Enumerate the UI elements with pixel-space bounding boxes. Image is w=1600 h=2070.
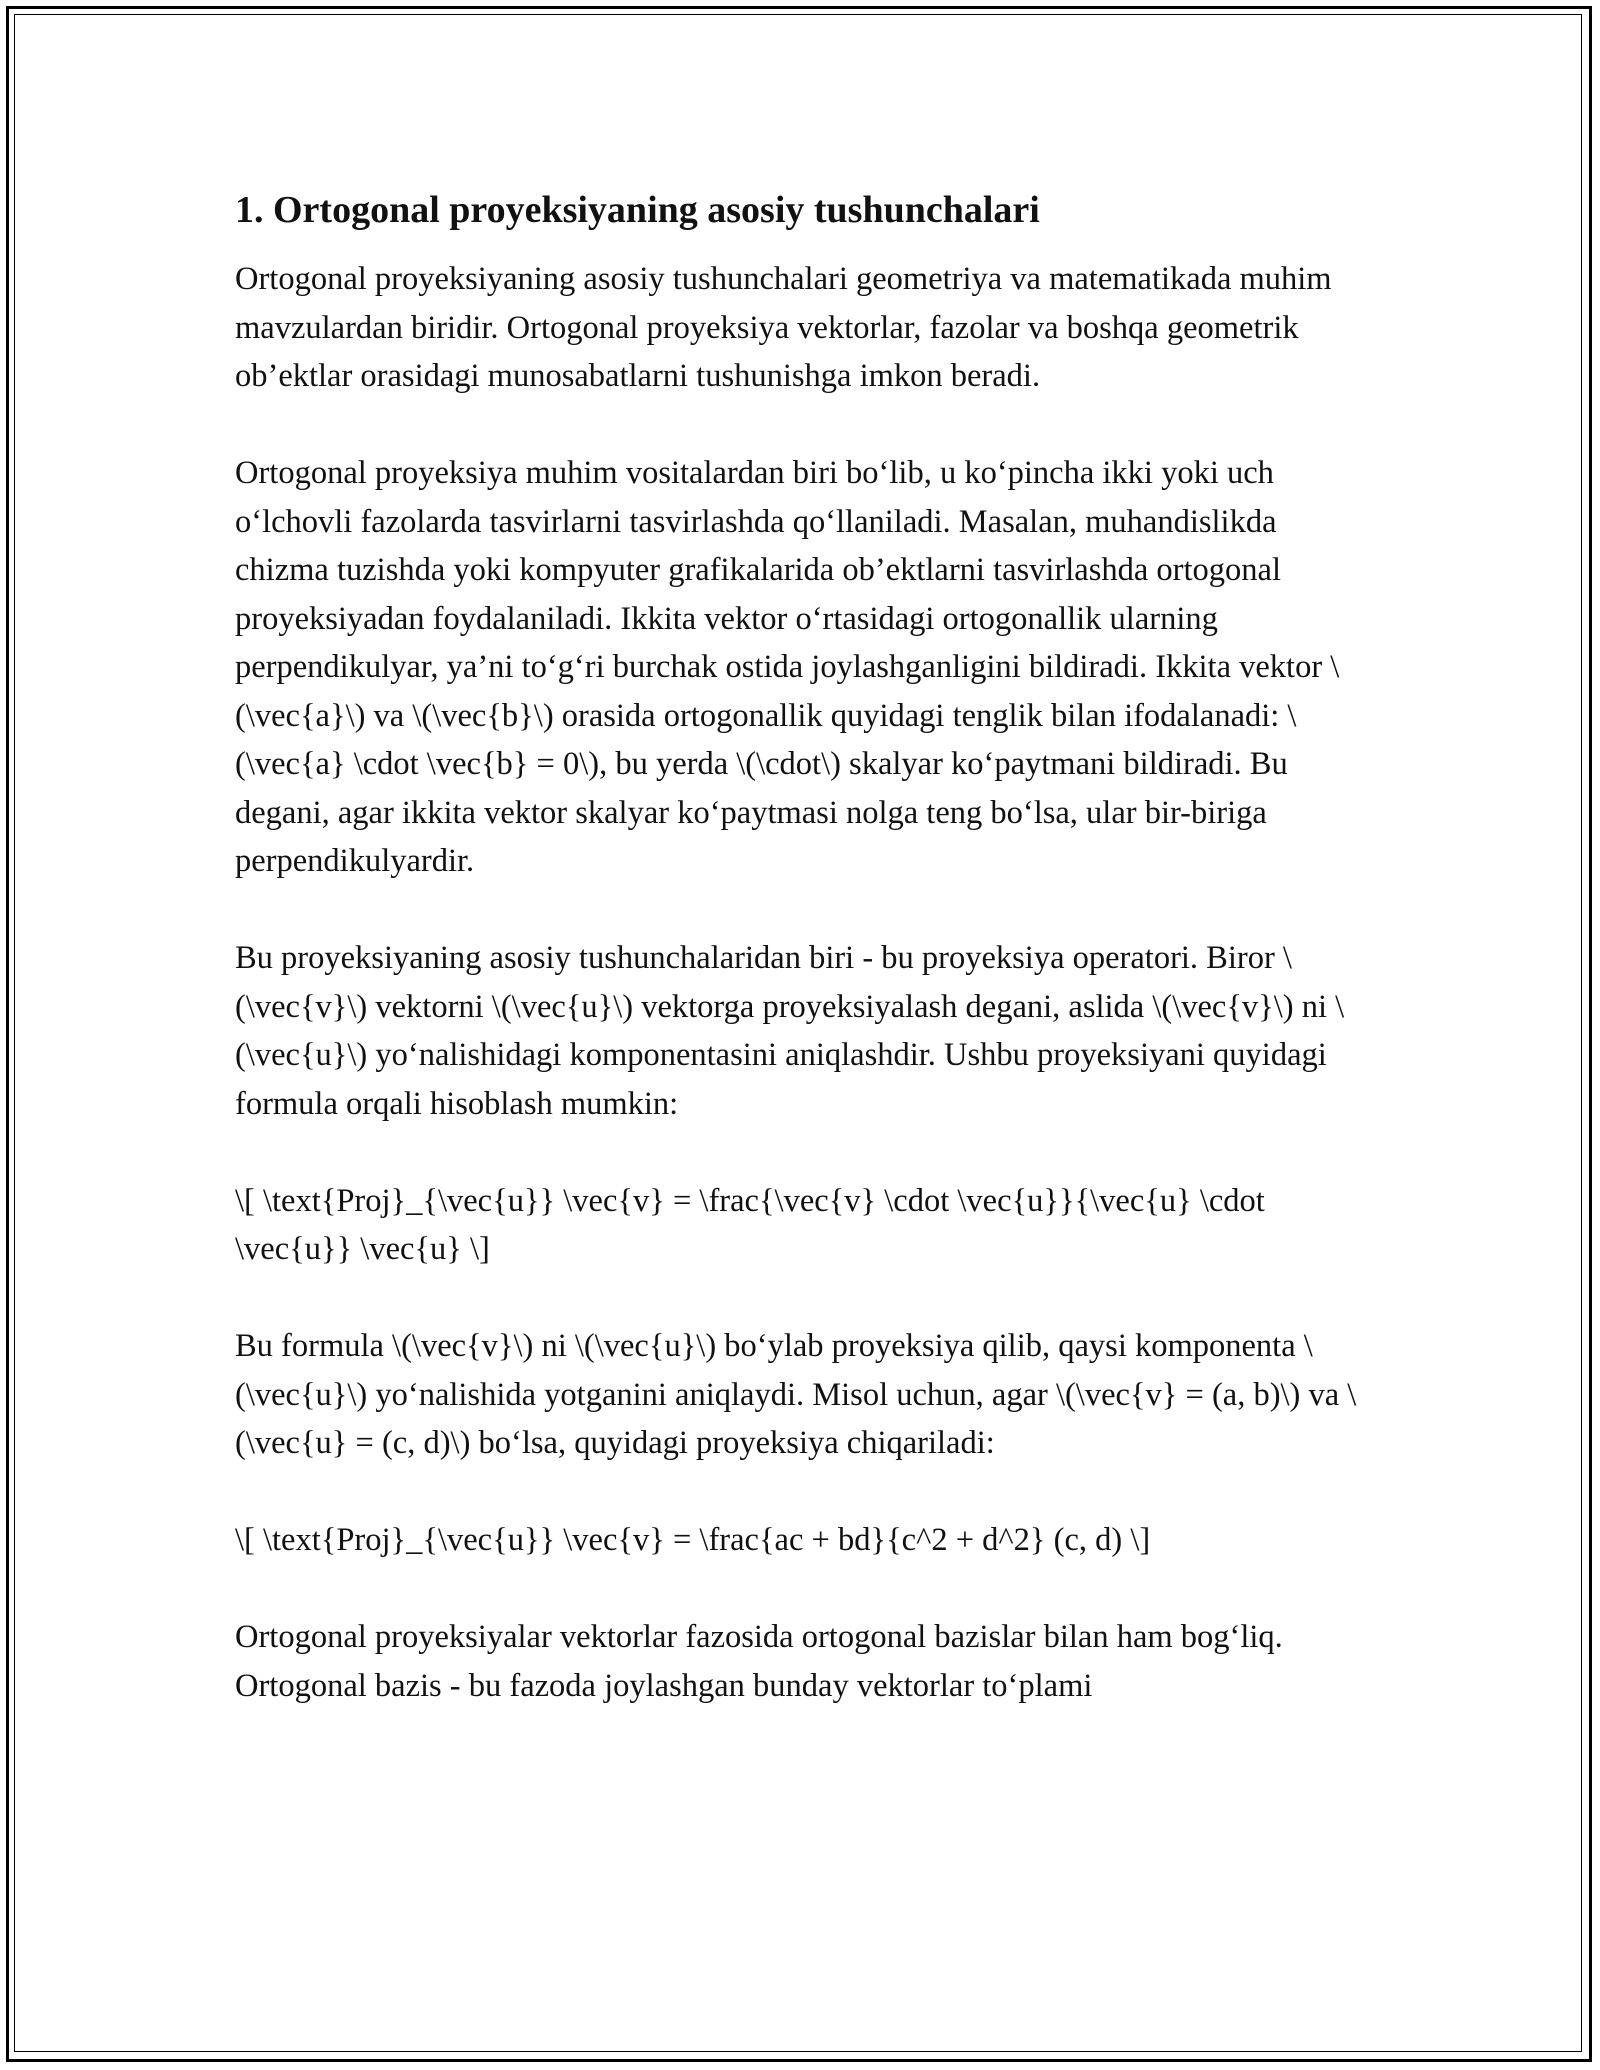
section-heading: 1. Ortogonal proyeksiyaning asosiy tushunchalari xyxy=(235,189,1040,231)
paragraph-orthogonal-basis: Ortogonal proyeksiyalar vektorlar fazosida ortogonal bazislar bilan ham bog‘liq. Ortogonal bazis - bu fazoda joylashgan bunday vektorlar to‘plami xyxy=(235,1619,1283,1704)
paragraph-projection-example: Bu formula \(\vec{v}\) ni \(\vec{u}\) bo‘ylab proyeksiya qilib, qaysi komponenta \(\vec{u}\) yo‘nalishida yotganini aniqlaydi. Misol uchun, agar \(\vec{v} = (a, b)\) va \(\vec{u} = (c, d)\) bo‘lsa, quyidagi proyeksiya chiqariladi: xyxy=(235,1328,1357,1462)
paragraph-intro: Ortogonal proyeksiyaning asosiy tushunchalari geometriya va matematikada muhim mavzulardan biridir. Ortogonal proyeksiya vektorlar, fazolar va boshqa geometrik ob’ektlar orasidagi munosabatlarni tushunishga imkon beradi. xyxy=(235,261,1332,395)
formula-projection-example: \[ \text{Proj}_{\vec{u}} \vec{v} = \frac{ac + bd}{c^2 + d^2} (c, d) \] xyxy=(235,1522,1151,1559)
paragraph-projection-operator: Bu proyeksiyaning asosiy tushunchalaridan biri - bu proyeksiya operatori. Biror \(\vec{v}\) vektorni \(\vec{u}\) vektorga proyeksiyalash degani, aslida \(\vec{v}\) ni \(\vec{u}\) yo‘nalishidagi komponentasini aniqlashdir. Ushbu proyeksiyani quyidagi formula orqali hisoblash mumkin: xyxy=(235,940,1345,1122)
formula-projection-general: \[ \text{Proj}_{\vec{u}} \vec{v} = \frac{\vec{v} \cdot \vec{u}}{\vec{u} \cdot \vec{u}} \vec{u} \] xyxy=(235,1182,1265,1268)
document-body xyxy=(235,186,1375,1759)
paragraph-orthogonality: Ortogonal proyeksiya muhim vositalardan biri bo‘lib, u ko‘pincha ikki yoki uch o‘lchovli fazolarda tasvirlarni tasvirlashda qo‘llaniladi. Masalan, muhandislikda chizma tuzishda yoki kompyuter grafikalarida ob’ektlarni tasvirlashda ortogonal proyeksiyadan foydalaniladi. Ikkita vektor o‘rtasidagi ortogonallik ularning perpendikulyar, ya’ni to‘g‘ri burchak ostida joylashganligini bildiradi. Ikkita vektor \(\vec{a}\) va \(\vec{b}\) orasida ortogonallik quyidagi tenglik bilan ifodalanadi: \(\vec{a} \cdot \vec{b} = 0\), bu yerda \(\cdot\) skalyar ko‘paytmani bildiradi. Bu degani, agar ikkita vektor skalyar ko‘paytmasi nolga teng bo‘lsa, ular bir-biriga perpendikulyardir. xyxy=(235,455,1340,880)
